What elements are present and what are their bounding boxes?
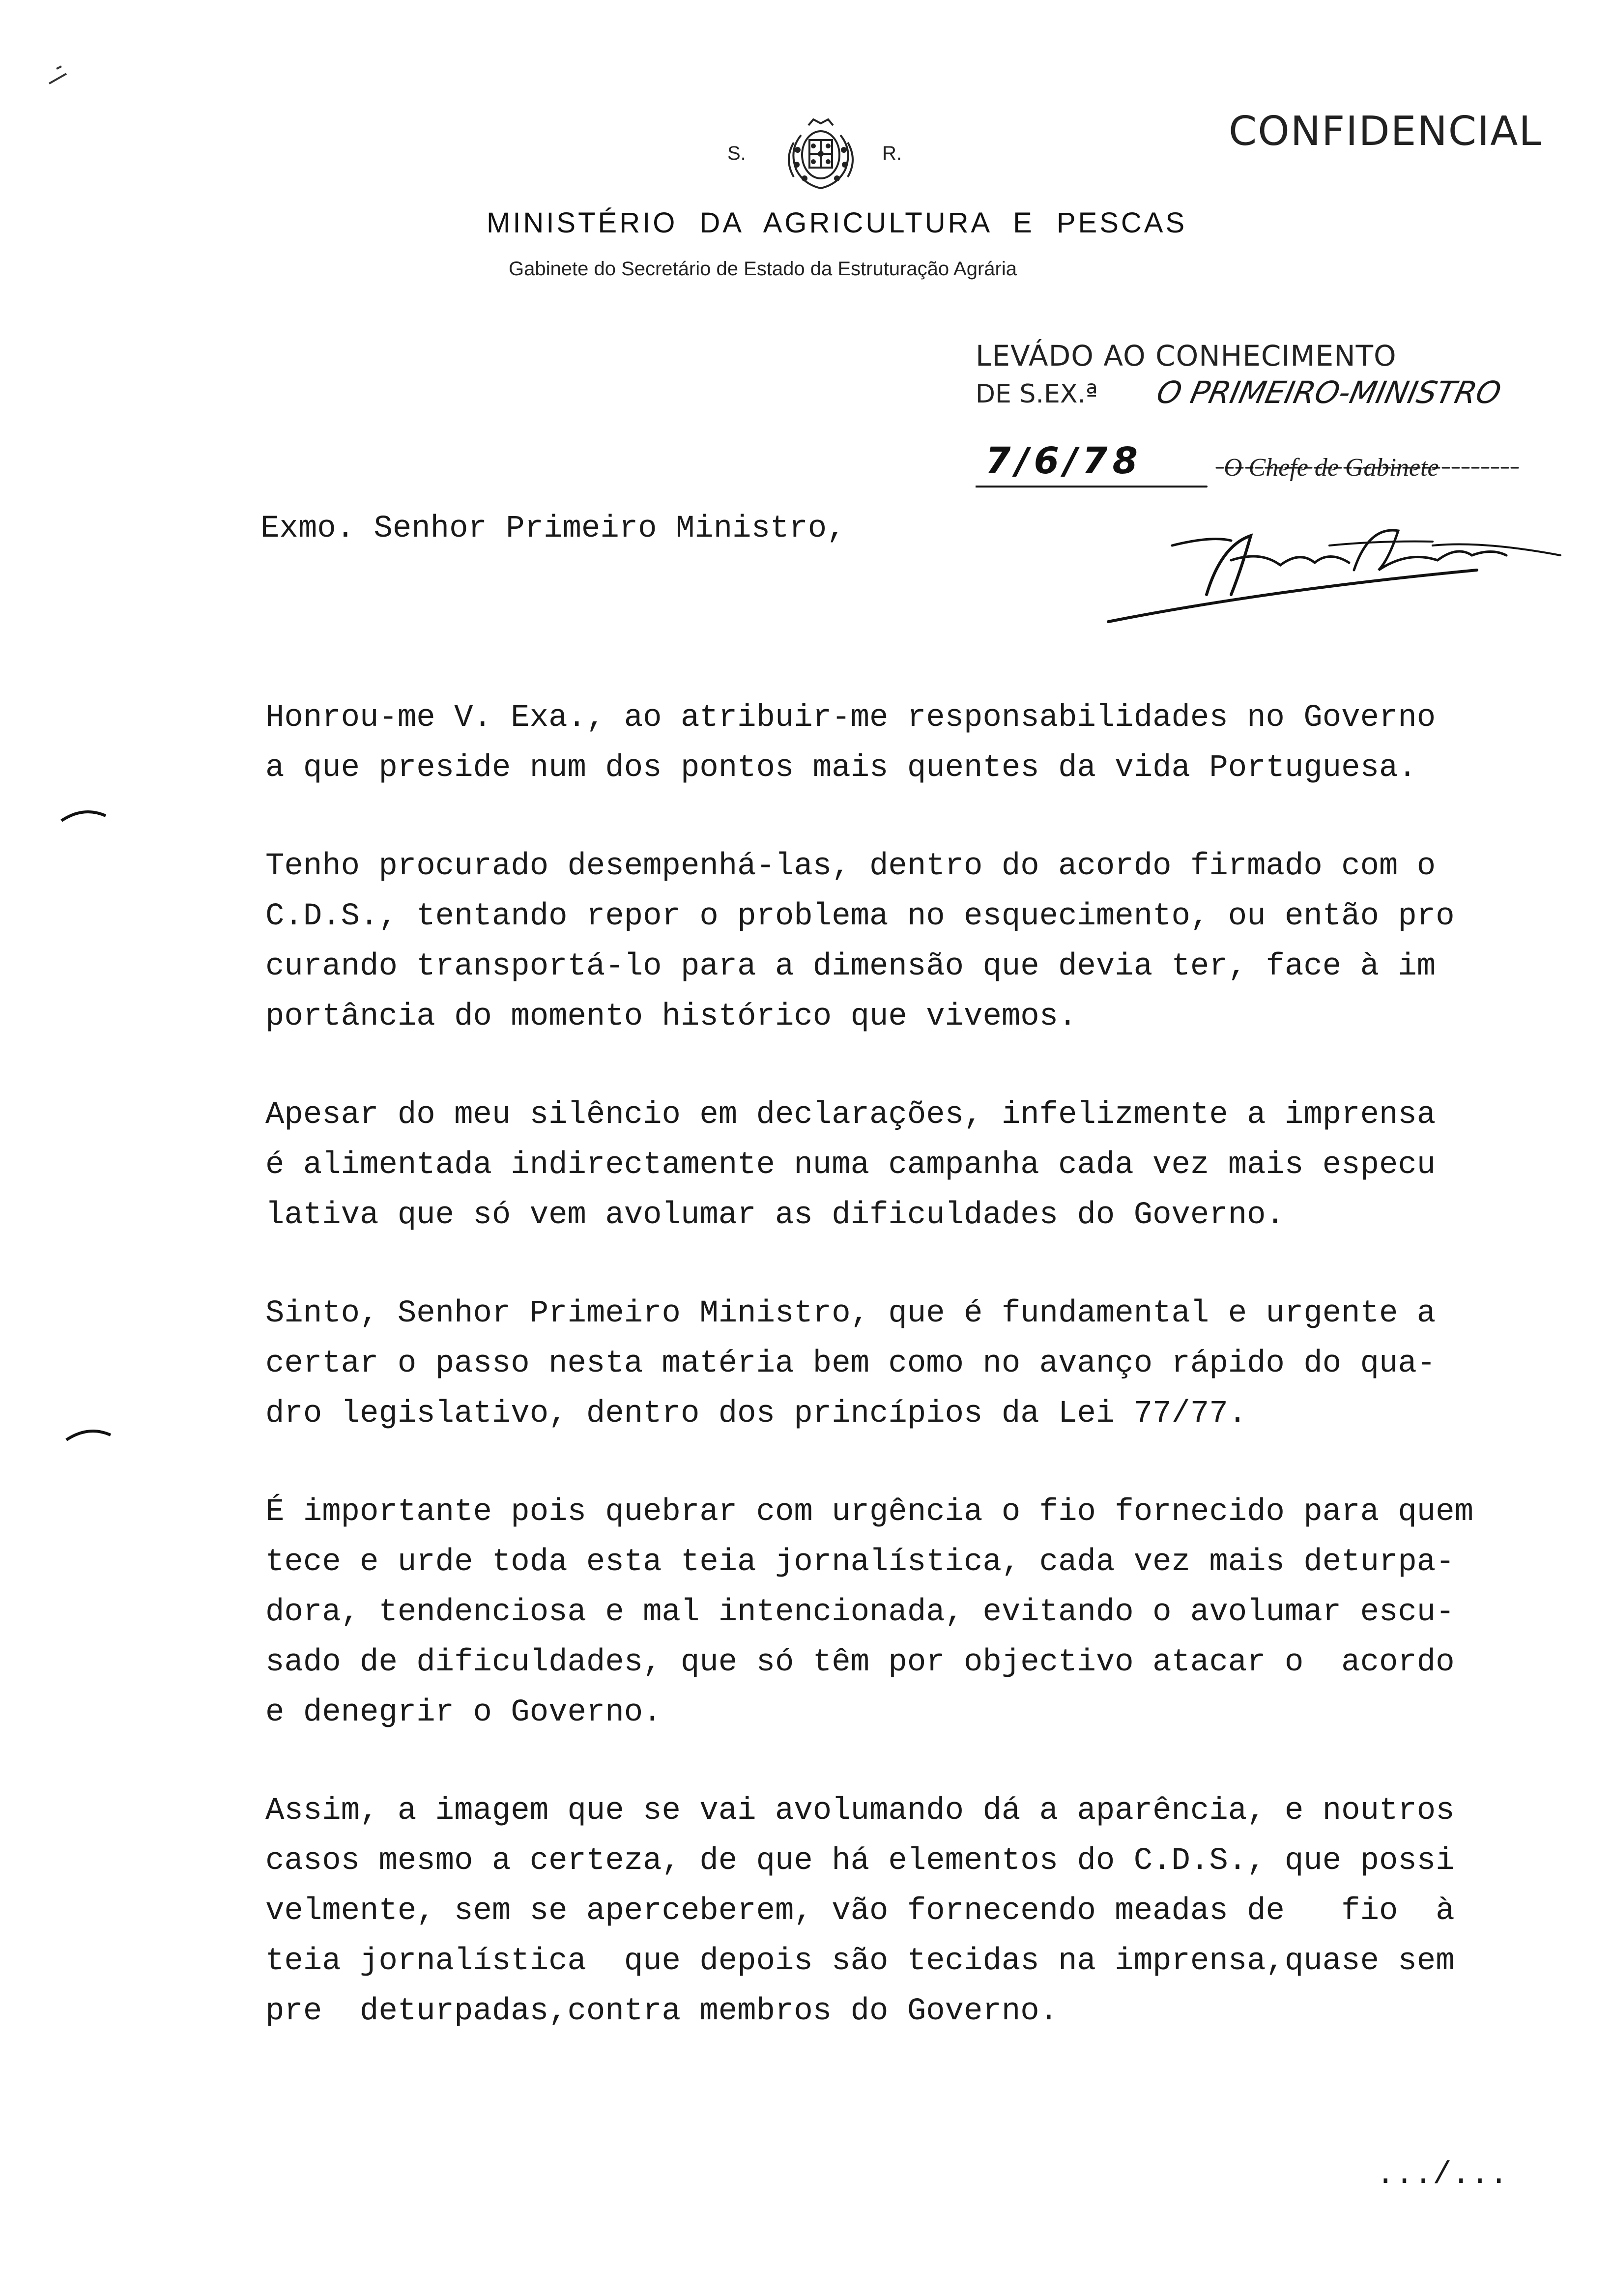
body-line: e denegrir o Governo. — [265, 1695, 662, 1730]
paragraph — [265, 841, 1563, 1042]
ministry-title: MINISTÉRIO DA AGRICULTURA E PESCAS — [487, 207, 1187, 239]
body-line: Tenho procurado desempenhá-las, dentro do acordo firmado com o — [265, 849, 1436, 884]
binder-hole-mark — [64, 1425, 113, 1445]
body-line: é alimentada indirectamente numa campanha cada vez mais especu — [265, 1148, 1436, 1183]
coat-of-arms-icon — [774, 115, 867, 194]
body-line: pre deturpadas,contra membros do Governo. — [265, 1994, 1059, 2029]
body-line: Apesar do meu silêncio em declarações, infelizmente a imprensa — [265, 1097, 1436, 1133]
body-line: Sinto, Senhor Primeiro Ministro, que é fundamental e urgente a — [265, 1296, 1436, 1331]
scan-speck — [47, 64, 76, 88]
body-line: certar o passo nesta matéria bem como no avanço rápido do qua- — [265, 1346, 1436, 1381]
handwritten-signature — [976, 339, 1565, 634]
body-line: C.D.S., tentando repor o problema no esquecimento, ou então pro — [265, 899, 1455, 934]
letterhead-crest — [727, 115, 924, 194]
continuation-marker: .../... — [1376, 2157, 1508, 2193]
paragraph — [265, 1289, 1563, 1439]
crest-left-letter: S. — [727, 143, 746, 164]
body-line: curando transportá-lo para a dimensão que devia ter, face à im — [265, 949, 1436, 984]
paragraph — [265, 693, 1563, 793]
acknowledgement-stamp — [976, 339, 1565, 634]
body-line: portância do momento histórico que vivemos. — [265, 999, 1077, 1034]
body-line: Honrou-me V. Exa., ao atribuir-me responsabilidades no Governo — [265, 700, 1436, 736]
stamp-handwritten-recipient: O PRIMEIRO-MINISTRO — [1153, 374, 1504, 410]
paragraph — [265, 1786, 1563, 2037]
paragraph — [265, 1487, 1563, 1738]
cabinet-subtitle: Gabinete do Secretário de Estado da Estruturação Agrária — [509, 258, 1017, 280]
stamp-chief-label: O Chefe de Gabinete — [1224, 454, 1439, 482]
body-line: Assim, a imagem que se vai avolumando dá a aparência, e noutros — [265, 1793, 1455, 1829]
crest-right-letter: R. — [882, 143, 902, 164]
body-line: dora, tendenciosa e mal intencionada, evitando o avolumar escu- — [265, 1595, 1455, 1630]
letter-body — [265, 693, 1563, 2085]
body-line: tece e urde toda esta teia jornalística, cada vez mais deturpa- — [265, 1545, 1455, 1580]
body-line: lativa que só vem avolumar as dificuldades do Governo. — [265, 1198, 1285, 1233]
salutation: Exmo. Senhor Primeiro Ministro, — [260, 511, 846, 546]
stamp-date: 7/6/78 — [985, 440, 1143, 482]
body-line: dro legislativo, dentro dos princípios da Lei 77/77. — [265, 1396, 1247, 1432]
body-line: a que preside num dos pontos mais quentes da vida Portuguesa. — [265, 750, 1417, 786]
body-line: É importante pois quebrar com urgência o fio fornecido para quem — [265, 1494, 1473, 1530]
body-line: teia jornalística que depois são tecidas na imprensa,quase sem — [265, 1944, 1455, 1979]
binder-hole-mark — [59, 806, 108, 826]
body-line: casos mesmo a certeza, de que há elementos do C.D.S., que possi — [265, 1843, 1455, 1879]
stamp-heading: LEVÁDO AO CONHECIMENTO — [976, 339, 1397, 373]
body-line: velmente, sem se aperceberem, vão fornecendo meadas de fio à — [265, 1894, 1455, 1929]
body-line: sado de dificuldades, que só têm por objectivo atacar o acordo — [265, 1645, 1455, 1680]
paragraph — [265, 1090, 1563, 1240]
stamp-prefix: DE S.EX.ª — [976, 379, 1098, 409]
classification-label: CONFIDENCIAL — [1229, 108, 1542, 155]
